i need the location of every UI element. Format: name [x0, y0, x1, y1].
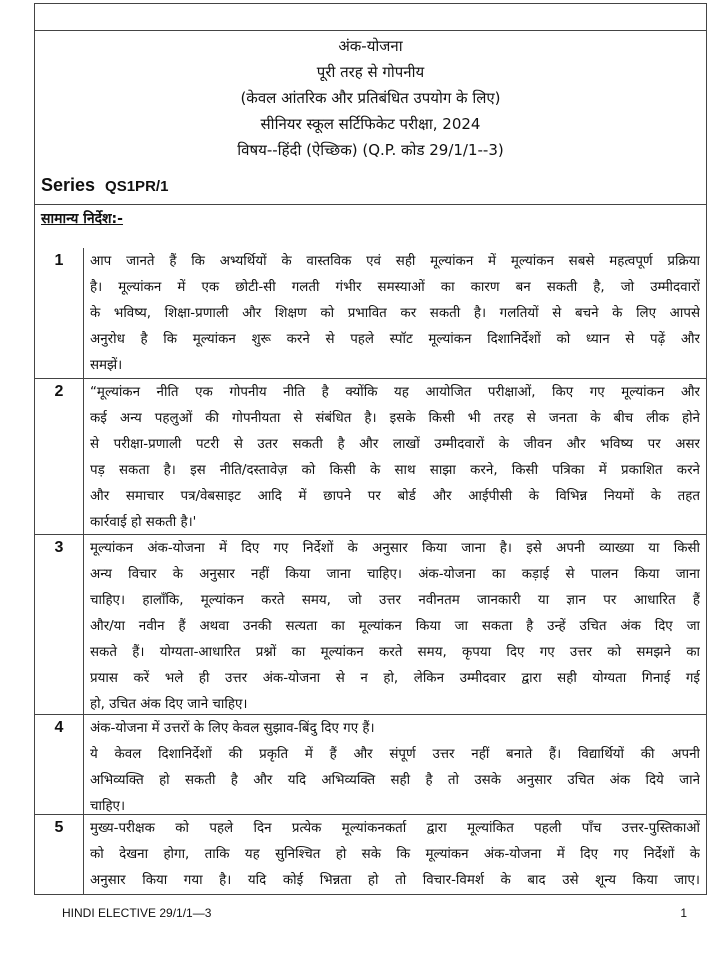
- text-line: अन्य विचार के अनुसार नहीं किया जाना चाहिए। अंक-योजना का कड़ाई से पालन किया जाना: [90, 567, 700, 582]
- series: [41, 175, 168, 196]
- text-line: पड़ सकता है। इस नीति/दस्तावेज़ को किसी के साथ साझा करने, किसी पत्रिका में प्रकाशित करने: [90, 463, 700, 478]
- instruction-text: [84, 715, 706, 814]
- exam-name: सीनियर स्कूल सर्टिफिकेट परीक्षा, 2024: [260, 115, 481, 133]
- instruction-row: [35, 248, 706, 378]
- instruction-row: [35, 378, 706, 534]
- text-line: ये केवल दिशानिर्देशों की प्रकृति में हैं और संपूर्ण उत्तर नहीं बनाते हैं। विद्यार्थियों की अपनी: [90, 747, 700, 762]
- text-line: मूल्यांकन अंक-योजना में दिए गए निर्देशों के अनुसार किया जाना है। इसे अपनी व्याख्या या किसी: [90, 541, 700, 556]
- title: अंक-योजना: [338, 37, 403, 55]
- instruction-number: 3: [35, 535, 84, 714]
- text-line: समझें।: [90, 358, 123, 373]
- text-line: है। मूल्यांकन में एक छोटी-सी गलती गंभीर समस्याओं का कारण बन सकती है, जो उम्मीदवारों: [90, 280, 700, 295]
- text-line: और/या नवीन हैं अथवा उनकी सत्यता का मूल्यांकन किया जा सकता है उन्हें उचित अंक दिए जा: [90, 619, 700, 634]
- text-line: हो, उचित अंक दिए जाने चाहिए।: [90, 697, 248, 712]
- text-line: मुख्य-परीक्षक को पहले दिन प्रत्येक मूल्यांकनकर्ता द्वारा मूल्यांकित पहली पाँच उत्तर-पुस्तिकाओं: [90, 821, 700, 836]
- instruction-text: [84, 815, 706, 894]
- instruction-row: [35, 534, 706, 714]
- footer-code: HINDI ELECTIVE 29/1/1—3: [62, 906, 212, 920]
- instruction-number: 1: [35, 248, 84, 378]
- marking-scheme-table: [34, 3, 707, 895]
- text-line: और समाचार पत्र/वेबसाइट आदि में छापने पर बोर्ड और आईपीसी के विभिन्न नियमों के तहत: [90, 489, 700, 504]
- text-line: आप जानते हैं कि अभ्यर्थियों के वास्तविक एवं सही मूल्यांकन में मूल्यांकन सबसे महत्वपूर्ण प्रक्रिया: [90, 254, 700, 269]
- text-line: अंक-योजना में उत्तरों के लिए केवल सुझाव-बिंदु दिए गए हैं।: [90, 721, 375, 736]
- text-line: अनुरोध है कि मूल्यांकन शुरू करने से पहले स्पॉट मूल्यांकन दिशानिर्देशों को ध्यान से पढ़ें और: [90, 332, 700, 347]
- document-header: [35, 30, 706, 204]
- blank-row: [35, 4, 706, 30]
- instruction-row: [35, 714, 706, 814]
- instruction-number: 2: [35, 379, 84, 534]
- series-code: QS1PR/1: [105, 178, 169, 195]
- text-line: प्रयास करें भले ही उत्तर अंक-योजना से न हो, लेकिन उम्मीदवार द्वारा सही योग्यता गिनाई गई: [90, 671, 700, 686]
- page-footer: [62, 906, 687, 920]
- text-line: कार्रवाई हो सकती है।': [90, 515, 197, 530]
- instruction-number: 4: [35, 715, 84, 814]
- instruction-row: [35, 814, 706, 894]
- text-line: सकते हैं। योग्यता-आधारित प्रश्नों का मूल्यांकन करते समय, कृपया दिए गए उत्तर को समझने का: [90, 645, 700, 660]
- text-line: चाहिए।: [90, 799, 126, 814]
- text-line: चाहिए। हालाँकि, मूल्यांकन करते समय, जो उत्तर नवीनतम जानकारी या ज्ञान पर आधारित हैं: [90, 593, 700, 608]
- subject-code: विषय--हिंदी (ऐच्छिक) (Q.P. कोड 29/1/1--3): [237, 141, 504, 159]
- instruction-text: [84, 248, 706, 378]
- series-label: Series: [41, 175, 96, 195]
- text-line: कई अन्य पहलुओं की गोपनीयता से संबंधित है। इसके किसी भी तरह से जनता के बीच लीक होने: [90, 411, 700, 426]
- confidential-label: पूरी तरह से गोपनीय: [316, 63, 425, 81]
- general-instructions-row: [35, 204, 706, 248]
- text-line: “मूल्यांकन नीति एक गोपनीय नीति है क्योंकि यह आयोजित परीक्षाओं, किए गए मूल्यांकन और: [90, 385, 700, 400]
- usage-note: (केवल आंतरिक और प्रतिबंधित उपयोग के लिए): [240, 89, 501, 107]
- text-line: के भविष्य, शिक्षा-प्रणाली और शिक्षण को प्रभावित कर सकती है। गलतियों से बचने के लिए आपसे: [90, 306, 700, 321]
- text-line: को देखना होगा, ताकि यह सुनिश्चित हो सके कि मूल्यांकन अंक-योजना में दिए गए निर्देशों के: [90, 847, 700, 862]
- text-line: अभिव्यक्ति हो सकती है और यदि अभिव्यक्ति सही है तो उसके अनुसार उचित अंक दिये जाने: [90, 773, 700, 788]
- text-line: से परीक्षा-प्रणाली पटरी से उतर सकती है और लाखों उम्मीदवारों के जीवन और भविष्य पर असर: [90, 437, 700, 452]
- instruction-number: 5: [35, 815, 84, 894]
- instruction-text: [84, 379, 706, 534]
- page-number: 1: [680, 906, 687, 920]
- instruction-text: [84, 535, 706, 714]
- general-instructions-heading: सामान्य निर्देश:-: [41, 211, 123, 227]
- text-line: अनुसार किया गया है। यदि कोई भिन्नता हो तो विचार-विमर्श के बाद उसे शून्य किया जाए।: [90, 873, 700, 888]
